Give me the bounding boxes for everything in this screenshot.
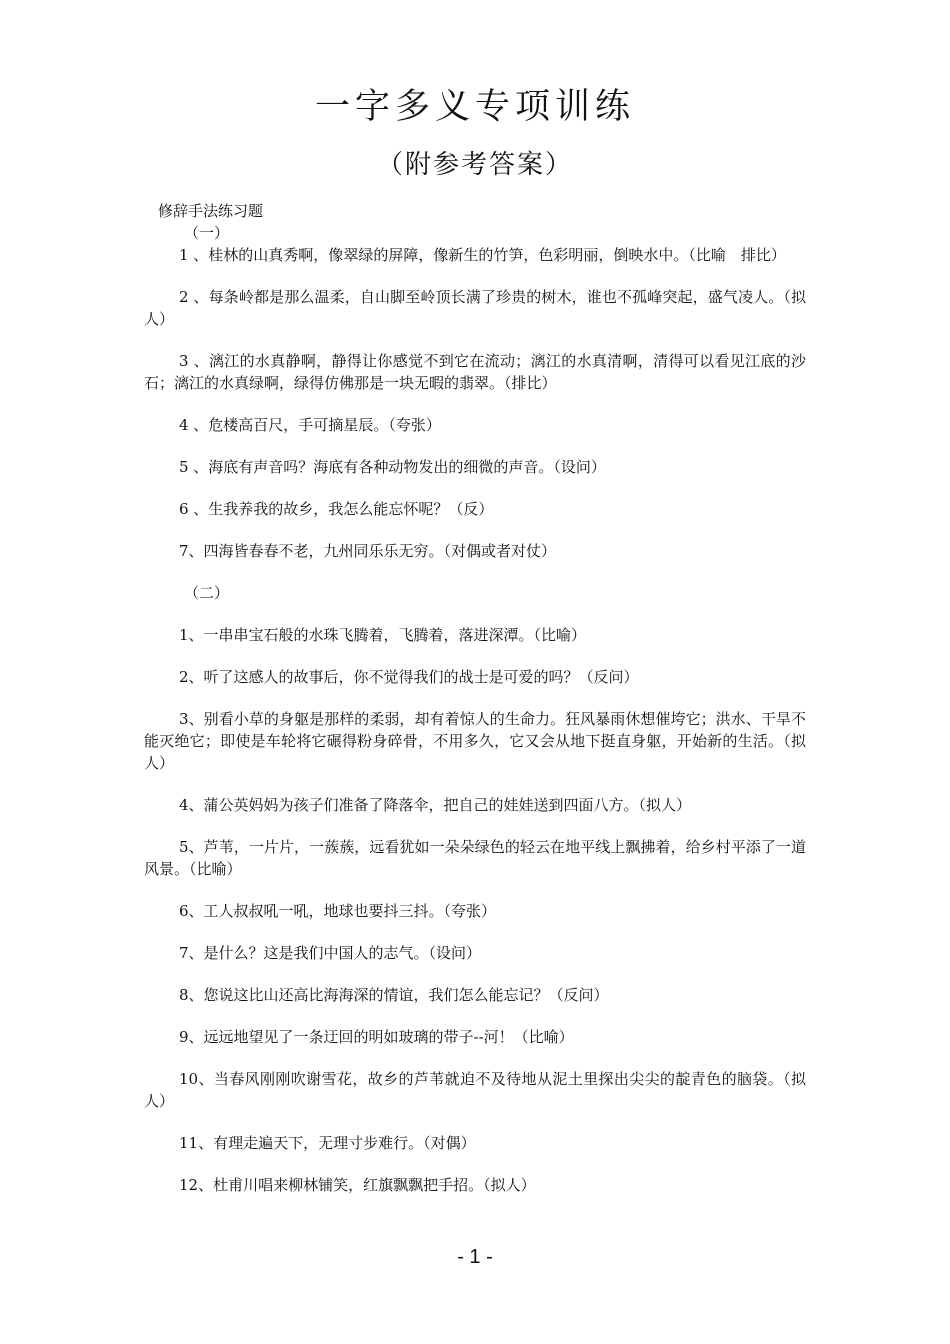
- document-body: [144, 200, 806, 1196]
- exercise-item: 1、一串串宝石般的水珠飞腾着，飞腾着，落进深潭。（比喻）: [179, 626, 587, 644]
- exercise-item: 12、杜甫川唱来柳林铺笑，红旗飘飘把手招。（拟人）: [179, 1176, 536, 1194]
- exercise-item: 4、蒲公英妈妈为孩子们准备了降落伞，把自己的娃娃送到四面八方。（拟人）: [179, 796, 692, 814]
- section-title: 修辞手法练习题: [158, 202, 264, 220]
- exercise-item: 2、听了这感人的故事后，你不觉得我们的战士是可爱的吗？（反问）: [179, 668, 639, 686]
- exercise-item: 7、四海皆春春不老，九州同乐乐无穷。（对偶或者对仗）: [179, 542, 557, 560]
- document-subtitle: （附参考答案）: [376, 150, 573, 180]
- document-title: 一字多义专项训练: [314, 87, 635, 127]
- exercise-item: 2 、每条岭都是那么温柔，自山脚至岭顶长满了珍贵的树木，谁也不孤峰突起，盛气凌人。（拟人）: [144, 288, 806, 328]
- exercise-item: 6、工人叔叔吼一吼，地球也要抖三抖。（夸张）: [179, 902, 497, 920]
- exercise-item: 11、有理走遍天下，无理寸步难行。（对偶）: [179, 1134, 476, 1152]
- exercise-item: 1 、桂林的山真秀啊，像翠绿的屏障，像新生的竹笋，色彩明丽，倒映水中。（比喻 排比）: [179, 246, 786, 264]
- exercise-item: 3、别看小草的身躯是那样的柔弱，却有着惊人的生命力。狂风暴雨休想催垮它；洪水、干旱不能灭绝它；即使是车轮将它碾得粉身碎骨，不用多久，它又会从地下挺直身躯，开始新的生活。（拟人）: [144, 710, 806, 772]
- part1-label: （一）: [184, 224, 230, 242]
- exercise-item: 4 、危楼高百尺，手可摘星辰。（夸张）: [179, 416, 441, 434]
- exercise-item: 9、远远地望见了一条迂回的明如玻璃的带子--河！（比喻）: [179, 1028, 574, 1046]
- exercise-item: 10、当春风刚刚吹谢雪花，故乡的芦苇就迫不及待地从泥土里探出尖尖的靛青色的脑袋。（拟人）: [144, 1070, 806, 1110]
- page-number: - 1 -: [457, 1246, 493, 1268]
- exercise-item: 3 、漓江的水真静啊，静得让你感觉不到它在流动；漓江的水真清啊，清得可以看见江底的沙石；漓江的水真绿啊，绿得仿佛那是一块无暇的翡翠。（排比）: [144, 352, 806, 392]
- exercise-item: 8、您说这比山还高比海海深的情谊，我们怎么能忘记？（反问）: [179, 986, 609, 1004]
- exercise-item: 5 、海底有声音吗？海底有各种动物发出的细微的声音。（设问）: [179, 458, 606, 476]
- part2-label: （二）: [184, 584, 230, 602]
- exercise-item: 5、芦苇，一片片，一蔟蔟，远看犹如一朵朵绿色的轻云在地平线上飘拂着，给乡村平添了一道风景。（比喻）: [144, 838, 806, 878]
- exercise-item: 6 、生我养我的故乡，我怎么能忘怀呢？（反）: [179, 500, 494, 518]
- exercise-item: 7、是什么？这是我们中国人的志气。（设问）: [179, 944, 482, 962]
